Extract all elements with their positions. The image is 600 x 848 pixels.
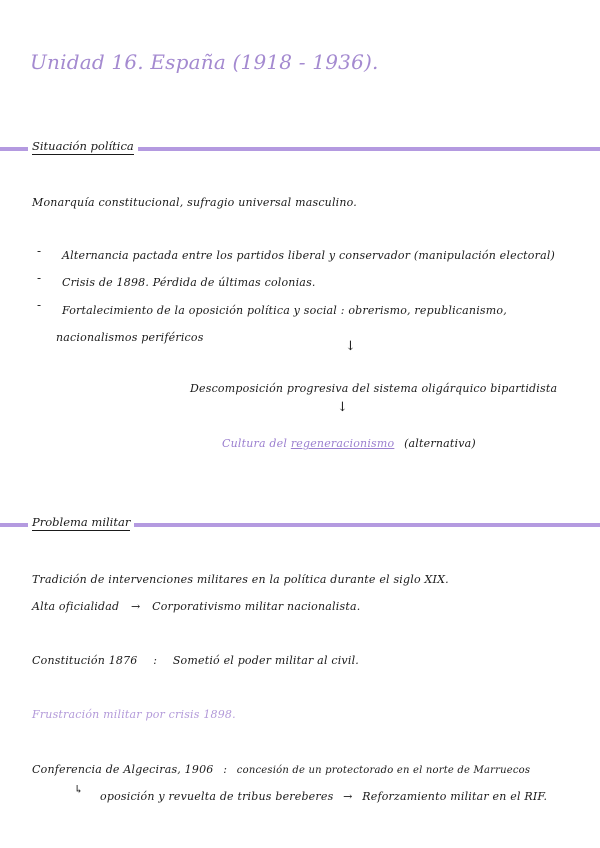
constitucion-text: Sometió el poder militar al civil. [172, 654, 359, 667]
algeciras-term: Conferencia de Algeciras, 1906 [32, 763, 214, 776]
algeciras-text: concesión de un protectorado en el norte de Marruecos [236, 765, 531, 776]
tradicion-line: Tradición de intervenciones militares en la política durante el siglo XIX. [32, 573, 449, 586]
right-arrow-icon-2: → [343, 790, 353, 803]
frustracion-line: Frustración militar por crisis 1898. [32, 708, 236, 721]
heading-underline [32, 154, 134, 155]
regeneracionismo-term: regeneracionismo [290, 437, 395, 450]
cultura-suffix: (alternativa) [404, 437, 476, 450]
descomposicion-line: Descomposición progresiva del sistema oligárquico bipartidista [190, 382, 558, 395]
section-heading-militar [28, 515, 134, 529]
constitucion-term: Constitución 1876 [32, 654, 138, 667]
algeciras-line [32, 763, 530, 776]
section-heading-militar-label: Problema militar [32, 515, 131, 529]
oposicion-text: oposición y revuelta de tribus bereberes [100, 790, 334, 803]
reforzamiento-text: Reforzamiento militar en el RIF. [362, 790, 548, 803]
heading-underline [32, 530, 130, 531]
algeciras-colon: : [223, 763, 228, 776]
page-title: Unidad 16. España (1918 - 1936). [30, 50, 379, 74]
bullet-dash-2: - [37, 271, 42, 285]
cultura-prefix: Cultura del [222, 437, 291, 450]
bullet-fortalecimiento: Fortalecimiento de la oposición política y social : obrerismo, republicanismo, [62, 304, 507, 317]
bullet-fortalecimiento-cont: nacionalismos periféricos [56, 331, 204, 344]
cultura-line [222, 437, 476, 450]
down-arrow-icon-2: ↓ [337, 400, 348, 415]
bullet-dash-3: - [37, 298, 42, 312]
oficialidad-line [32, 600, 360, 613]
down-arrow-icon: ↓ [345, 339, 356, 354]
oficialidad-term: Alta oficialidad [32, 600, 120, 613]
oposicion-line [100, 790, 547, 803]
bullet-crisis: Crisis de 1898. Pérdida de últimas colonias. [62, 276, 316, 289]
corporativismo-text: Corporativismo militar nacionalista. [152, 600, 361, 613]
right-arrow-icon: → [130, 600, 141, 613]
return-arrow-icon: ↳ [74, 783, 84, 796]
constitucion-line [32, 654, 359, 667]
monarquia-line: Monarquía constitucional, sufragio universal masculino. [32, 196, 358, 209]
bullet-dash-1: - [37, 244, 42, 258]
section-heading-situacion-label: Situación política [32, 139, 134, 153]
bullet-alternancia: Alternancia pactada entre los partidos liberal y conservador (manipulación electoral) [62, 249, 556, 262]
section-heading-situacion [28, 139, 138, 153]
constitucion-colon: : [153, 654, 158, 667]
